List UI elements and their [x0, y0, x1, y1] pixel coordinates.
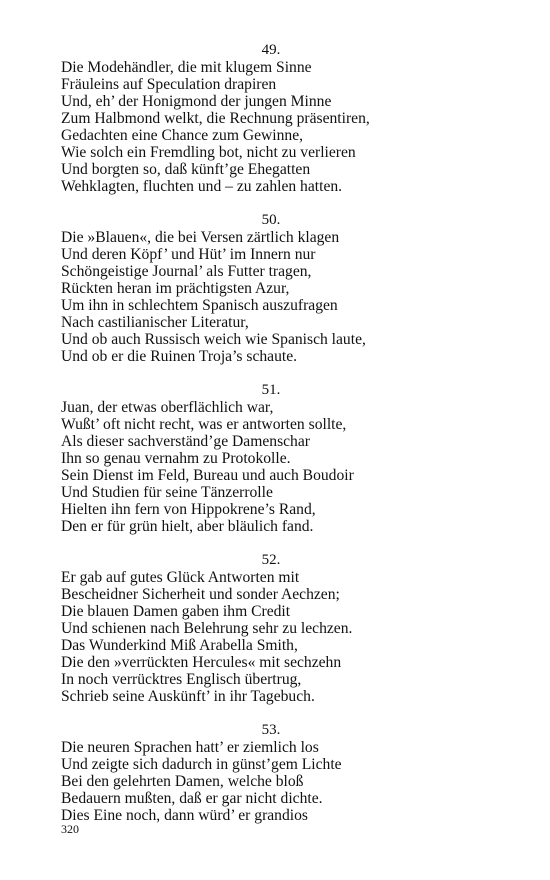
verse-line: Und, eh’ der Honigmond der jungen Minne — [61, 93, 332, 110]
stanza-49 — [61, 42, 481, 195]
verse-line: Rückten heran im prächtigsten Azur, — [61, 280, 290, 297]
verse-line: Juan, der etwas oberflächlich war, — [61, 399, 274, 416]
verse-line: Wie solch ein Fremdling bot, nicht zu verlieren — [61, 144, 356, 161]
verse-line: Nach castilianischer Literatur, — [61, 314, 249, 331]
verse-line: Und Studien für seine Tänzerrolle — [61, 484, 273, 501]
stanza-51 — [61, 382, 481, 535]
verse-line: Sein Dienst im Feld, Bureau und auch Boudoir — [61, 467, 354, 484]
verse-line: Zum Halbmond welkt, die Rechnung präsentiren, — [61, 110, 370, 127]
verse-line: Und ob auch Russisch weich wie Spanisch laute, — [61, 331, 366, 348]
verse-line: Hielten ihn fern von Hippokrene’s Rand, — [61, 501, 316, 518]
verse-line: Als dieser sachverständ’ge Damenschar — [61, 433, 310, 450]
stanza-52 — [61, 552, 481, 705]
stanza-number: 50. — [261, 212, 281, 228]
verse-line: Die »Blauen«, die bei Versen zärtlich klagen — [61, 229, 340, 246]
verse-line: Die blauen Damen gaben ihm Credit — [61, 603, 291, 620]
verse-line: Die den »verrückten Hercules« mit sechzehn — [61, 654, 342, 671]
verse-line: Die Modehändler, die mit klugem Sinne — [61, 59, 312, 76]
stanza-number: 52. — [261, 552, 281, 568]
stanza-53 — [61, 722, 481, 824]
stanza-lines — [61, 229, 481, 365]
verse-line: Schöngeistige Journal’ als Futter tragen, — [61, 263, 312, 280]
poem-body — [61, 42, 481, 841]
stanza-lines — [61, 569, 481, 705]
verse-line: Und zeigte sich dadurch in günst’gem Lichte — [61, 756, 342, 773]
stanza-lines — [61, 59, 481, 195]
stanza-lines — [61, 399, 481, 535]
verse-line: In noch verrücktres Englisch übertrug, — [61, 671, 302, 688]
verse-line: Bei den gelehrten Damen, welche bloß — [61, 773, 304, 790]
verse-line: Um ihn in schlechtem Spanisch auszufragen — [61, 297, 338, 314]
verse-line: Wußt’ oft nicht recht, was er antworten sollte, — [61, 416, 347, 433]
verse-line: Ihn so genau vernahm zu Protokolle. — [61, 450, 291, 467]
stanza-50 — [61, 212, 481, 365]
verse-line: Dies Eine noch, dann würd’ er grandios — [61, 807, 308, 824]
verse-line: Und deren Köpf’ und Hüt’ im Innern nur — [61, 246, 316, 263]
page-number: 320 — [61, 822, 79, 836]
verse-line: Gedachten eine Chance zum Gewinne, — [61, 127, 304, 144]
stanza-number: 49. — [261, 42, 281, 58]
verse-line: Er gab auf gutes Glück Antworten mit — [61, 569, 300, 586]
stanza-number: 53. — [261, 722, 281, 738]
verse-line: Und ob er die Ruinen Troja’s schaute. — [61, 348, 298, 365]
verse-line: Wehklagten, fluchten und – zu zahlen hatten. — [61, 178, 343, 195]
verse-line: Schrieb seine Auskünft’ in ihr Tagebuch. — [61, 688, 315, 705]
verse-line: Den er für grün hielt, aber bläulich fand. — [61, 518, 314, 535]
verse-line: Fräuleins auf Speculation drapiren — [61, 76, 277, 93]
verse-line: Die neuren Sprachen hatt’ er ziemlich los — [61, 739, 319, 756]
verse-line: Bescheidner Sicherheit und sonder Aechzen; — [61, 586, 340, 603]
verse-line: Das Wunderkind Miß Arabella Smith, — [61, 637, 298, 654]
verse-line: Und borgten so, daß künft’ge Ehegatten — [61, 161, 311, 178]
stanza-lines — [61, 739, 481, 824]
verse-line: Und schienen nach Belehrung sehr zu lechzen. — [61, 620, 353, 637]
stanza-number: 51. — [261, 382, 281, 398]
verse-line: Bedauern mußten, daß er gar nicht dichte. — [61, 790, 323, 807]
